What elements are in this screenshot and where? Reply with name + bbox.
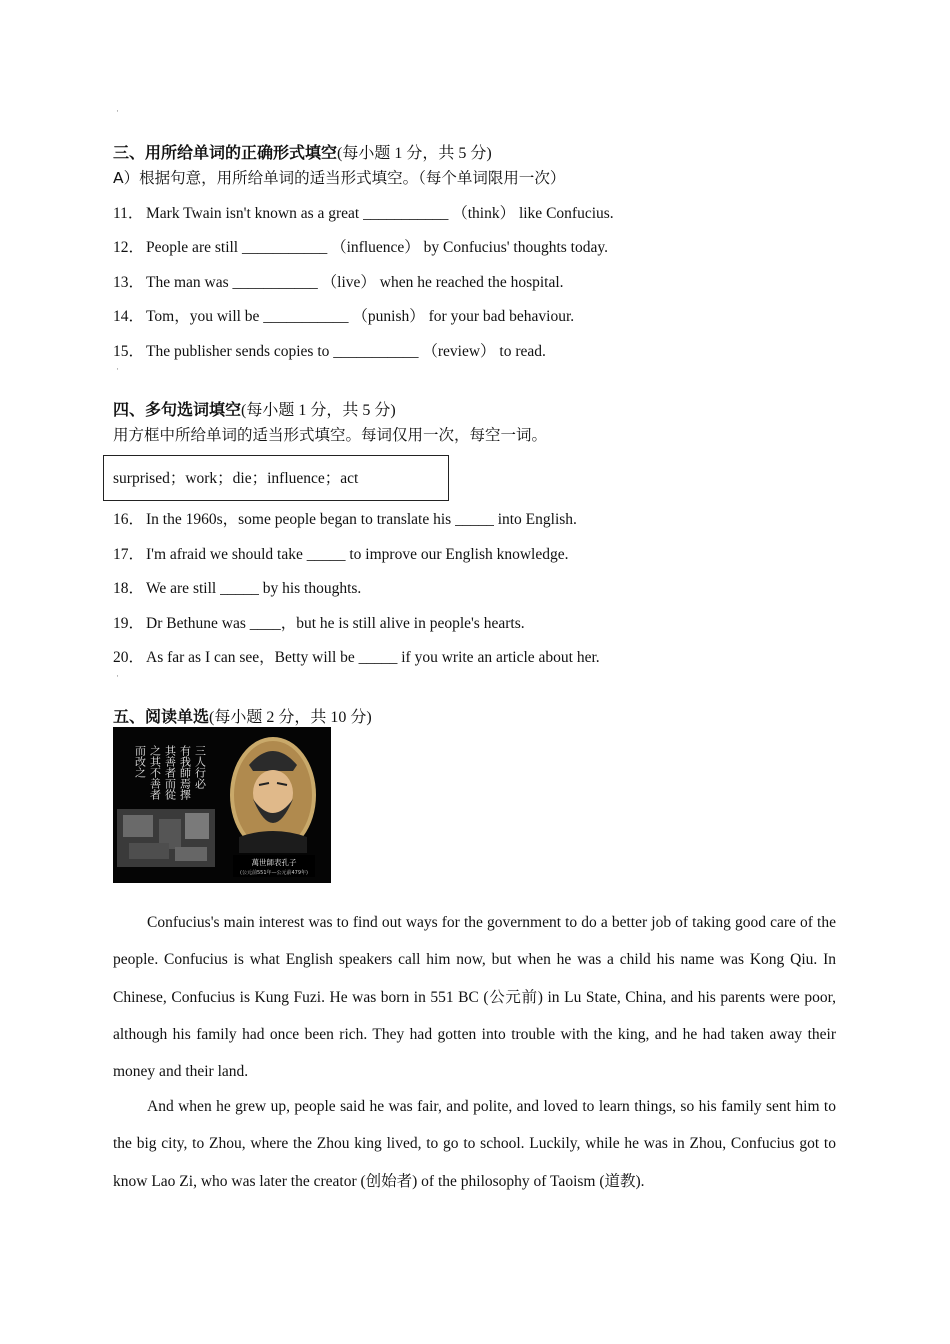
question-16 xyxy=(113,507,577,529)
question-18 xyxy=(113,576,361,598)
word-box-text: surprised；work；die；influence；act xyxy=(113,470,359,487)
section4-instruction: 用方框中所给单词的适当形式填空。每词仅用一次，每空一词。 xyxy=(113,426,548,444)
calligraphy-column: 其善者而從 xyxy=(163,745,177,800)
section4-title: 四、多句选词填空 xyxy=(113,400,242,419)
question-number: 12． xyxy=(113,239,145,256)
question-text: The man was ___________ （live） when he reached the hospital. xyxy=(146,274,564,291)
question-text: As far as I can see，Betty will be _____ if you write an article about her. xyxy=(146,649,600,666)
question-number: 18． xyxy=(113,580,145,597)
question-text: Tom，you will be ___________ （punish） for your bad behaviour. xyxy=(146,308,575,325)
word-box xyxy=(103,455,449,501)
section3-title: 三、用所给单词的正确形式填空 xyxy=(113,143,338,162)
question-text: We are still _____ by his thoughts. xyxy=(146,580,362,597)
reading-paragraph-1: Confucius's main interest was to find out ways for the government to do a better job of taking good care of the people. Confucius is what English speakers call him now, but when he was a child his name was Kong Qiu. In Chinese, Confucius is Kung Fuzi. He was born in 551 BC (公元前) in Lu State, China, and his parents were poor, although his family had once been rich. They had gotten into trouble with the king, and he had taken away their money and their land. xyxy=(113,914,836,1081)
section3-instruction: A）根据句意，用所给单词的适当形式填空。（每个单词限用一次） xyxy=(113,169,566,187)
question-number: 19． xyxy=(113,615,145,632)
section5-heading xyxy=(113,704,372,727)
question-15 xyxy=(113,339,546,361)
portrait-caption: 萬世師表孔子 xyxy=(251,858,297,867)
paragraph-mark: · xyxy=(116,364,119,374)
question-13 xyxy=(113,270,564,292)
section4-heading xyxy=(113,397,396,420)
calligraphy-column: 有我師焉擇 xyxy=(178,745,192,800)
question-number: 14． xyxy=(113,308,145,325)
paragraph-mark: · xyxy=(116,106,119,116)
section3-score-note: (每小题 1 分，共 5 分) xyxy=(337,145,492,162)
calligraphy-column: 而改之 xyxy=(133,745,147,778)
question-text: I'm afraid we should take _____ to improve our English knowledge. xyxy=(146,546,569,563)
question-number: 13． xyxy=(113,274,145,291)
paragraph-mark: · xyxy=(116,671,119,681)
question-17 xyxy=(113,542,569,564)
question-number: 15． xyxy=(113,343,145,360)
confucius-portrait-image xyxy=(113,727,331,883)
question-20 xyxy=(113,645,600,667)
section5-title: 五、阅读单选 xyxy=(113,707,210,726)
question-text: Dr Bethune was ____，but he is still alive in people's hearts. xyxy=(146,615,525,632)
question-text: In the 1960s，some people began to translate his _____ into English. xyxy=(146,511,577,528)
portrait-illustration xyxy=(113,727,331,883)
question-text: Mark Twain isn't known as a great ___________ （think） like Confucius. xyxy=(146,205,614,222)
question-14 xyxy=(113,304,574,326)
question-number: 11． xyxy=(113,205,144,222)
question-11 xyxy=(113,201,614,223)
question-12 xyxy=(113,235,608,257)
section5-score-note: (每小题 2 分，共 10 分) xyxy=(209,709,372,726)
question-number: 20． xyxy=(113,649,145,666)
question-text: People are still ___________ （influence） by Confucius' thoughts today. xyxy=(146,239,608,256)
calligraphy-column: 三人行必 xyxy=(193,745,207,789)
portrait-caption-dates: (公元前551年—公元前479年) xyxy=(240,870,308,876)
section3-heading xyxy=(113,140,492,163)
question-19 xyxy=(113,611,525,633)
question-text: The publisher sends copies to ___________ （review） to read. xyxy=(146,343,546,360)
question-number: 17． xyxy=(113,546,145,563)
question-number: 16． xyxy=(113,511,145,528)
reading-paragraph-2: And when he grew up, people said he was fair, and polite, and loved to learn things, so his family sent him to the big city, to Zhou, where the Zhou king lived, to go to school. Luckily, while he was in Zhou, Confucius got to know Lao Zi, who was later the creator (创始者) of the philosophy of Taoism (道教). xyxy=(113,1098,836,1190)
calligraphy-column: 之其不善者 xyxy=(148,745,162,800)
section4-score-note: (每小题 1 分，共 5 分) xyxy=(241,402,396,419)
